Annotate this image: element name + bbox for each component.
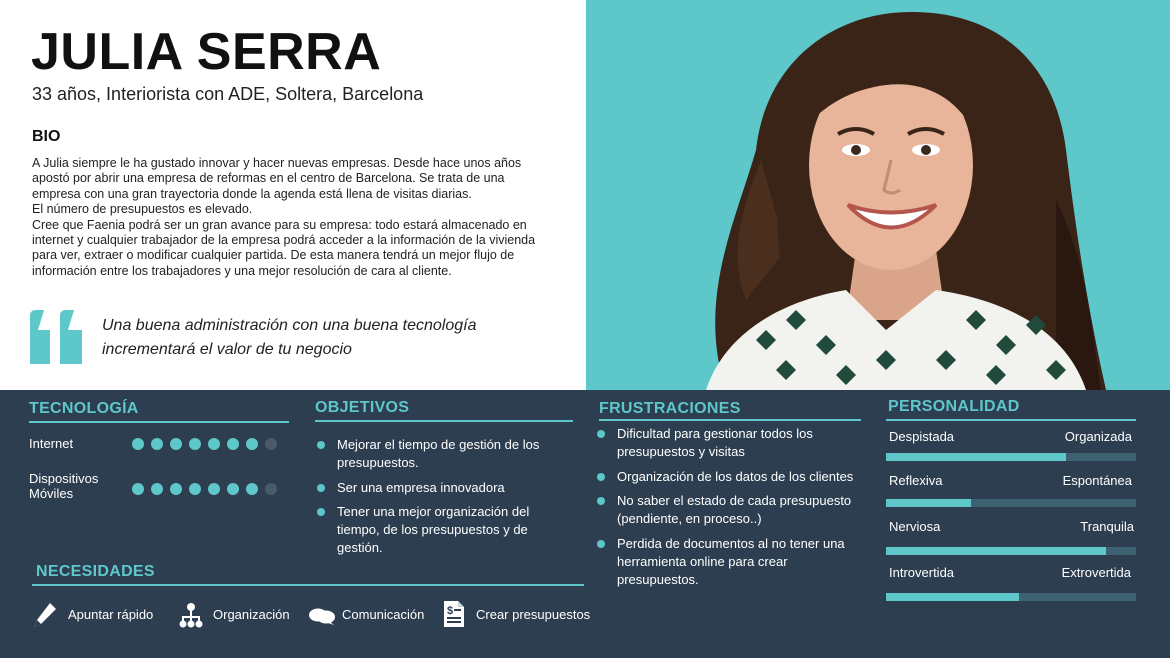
persona-photo: [586, 0, 1170, 390]
org-chart-icon: [178, 602, 204, 628]
bullet-icon: [597, 540, 605, 548]
frustracion-item: [617, 425, 813, 461]
trait-right-label: Extrovertida: [1061, 565, 1131, 580]
tech-label-line: Móviles: [29, 486, 74, 501]
rating-dot: [170, 483, 182, 495]
tech-label-moviles: [29, 470, 98, 503]
frustracion-line: (pendiente, en proceso..): [617, 511, 762, 526]
objetivos-divider: [315, 420, 573, 422]
tech-label-internet: Internet: [29, 436, 74, 451]
persona-name: JULIA SERRA: [31, 23, 382, 81]
trait-right-label: Espontánea: [1062, 473, 1132, 488]
invoice-icon: [443, 600, 465, 628]
rating-dot: [151, 483, 163, 495]
persona-info: [0, 0, 586, 390]
need-label: Apuntar rápido: [68, 607, 154, 622]
need-label: Crear presupuestos: [476, 607, 591, 622]
frustracion-item: Organización de los datos de los clientes: [617, 469, 854, 484]
frustracion-item: [617, 492, 851, 528]
rating-dot: [227, 483, 239, 495]
rating-dot: [265, 483, 277, 495]
tech-label-line: Dispositivos: [29, 471, 99, 486]
trait-bar-fill: [886, 499, 971, 507]
bio-line: apostó por abrir una empresa de reformas en el centro de Barcelona. Se trata de una: [32, 171, 505, 186]
frustracion-line: Dificultad para gestionar todos los: [617, 426, 813, 441]
frustracion-line: No saber el estado de cada presupuesto: [617, 493, 852, 508]
trait-bar-fill: [886, 593, 1019, 601]
objetivo-line: gestión.: [337, 540, 383, 555]
rating-dot: [189, 438, 201, 450]
quote-text: [102, 314, 477, 362]
rating-dot: [132, 438, 144, 450]
trait-bar: [886, 499, 1136, 507]
objetivo-line: presupuestos.: [337, 455, 419, 470]
trait-bar: [886, 593, 1136, 601]
bullet-icon: [597, 497, 605, 505]
frustracion-line: Perdida de documentos al no tener una: [617, 536, 845, 551]
pencil-icon: [32, 601, 58, 629]
bullet-icon: [597, 430, 605, 438]
frustracion-line: presupuestos.: [617, 572, 699, 587]
tecnologia-divider: [29, 421, 289, 423]
bio-text: [32, 156, 577, 279]
objetivos-title: OBJETIVOS: [315, 399, 410, 416]
objetivo-item: [337, 503, 529, 557]
quote-icon: [28, 308, 86, 366]
personalidad-divider: [886, 419, 1136, 421]
need-label: Organización: [213, 607, 290, 622]
rating-dot: [265, 438, 277, 450]
trait-bar-fill: [886, 547, 1106, 555]
trait-bar: [886, 453, 1136, 461]
bio-line: internet y cualquier trabajador de la empresa podrá acceder a la información de la vivienda: [32, 233, 536, 248]
quote-line: Una buena administración con una buena tecnología: [102, 317, 477, 334]
persona-subtitle: 33 años, Interiorista con ADE, Soltera, Barcelona: [32, 84, 424, 104]
trait-left-label: Despistada: [889, 429, 955, 444]
portrait-illustration: [586, 0, 1170, 390]
frustracion-line: presupuestos y visitas: [617, 444, 745, 459]
necesidades-title: NECESIDADES: [36, 563, 155, 580]
svg-text:$: $: [447, 605, 454, 617]
trait-bar-fill: [886, 453, 1066, 461]
frustracion-line: herramienta online para crear: [617, 554, 788, 569]
rating-dot: [189, 483, 201, 495]
trait-left-label: Nerviosa: [889, 519, 941, 534]
frustraciones-title: FRUSTRACIONES: [599, 400, 741, 417]
trait-bar: [886, 547, 1136, 555]
bullet-icon: [597, 473, 605, 481]
objetivo-line: tiempo, de los presupuestos y de: [337, 522, 528, 537]
tech-rating-moviles: [132, 483, 277, 495]
bio-title: BIO: [32, 128, 61, 145]
rating-dot: [208, 438, 220, 450]
frustracion-item: [617, 535, 845, 589]
quote-line: incrementará el valor de tu negocio: [102, 341, 352, 358]
need-label: Comunicación: [342, 607, 425, 622]
rating-dot: [208, 483, 220, 495]
rating-dot: [227, 438, 239, 450]
trait-left-label: Introvertida: [889, 565, 955, 580]
tecnologia-title: TECNOLOGÍA: [29, 400, 139, 417]
rating-dot: [132, 483, 144, 495]
bio-line: información entre los trabajadores y una mejor resolución de cara al cliente.: [32, 263, 452, 278]
bullet-icon: [317, 484, 325, 492]
tech-rating-internet: [132, 438, 277, 450]
bio-line: A Julia siempre le ha gustado innovar y hacer nuevas empresas. Desde hace unos años: [32, 156, 522, 170]
trait-right-label: Tranquila: [1080, 519, 1134, 534]
trait-left-label: Reflexiva: [889, 473, 943, 488]
objetivo-line: Mejorar el tiempo de gestión de los: [337, 437, 540, 452]
objetivo-line: Tener una mejor organización del: [337, 504, 530, 519]
objetivo-item: [337, 436, 539, 472]
rating-dot: [151, 438, 163, 450]
persona-details-panel: [0, 390, 1170, 658]
bio-line: El número de presupuestos es elevado.: [32, 202, 253, 217]
bullet-icon: [317, 441, 325, 449]
bio-line: empresa con una gran trayectoria donde la agenda está llena de visitas diarias.: [32, 186, 472, 201]
bio-line: para ver, extraer o modificar cualquier partida. De esta manera tendrá un mejor flujo de: [32, 248, 515, 263]
necesidades-divider: [32, 584, 584, 586]
bullet-icon: [317, 508, 325, 516]
chat-bubbles-icon: [308, 606, 336, 626]
rating-dot: [170, 438, 182, 450]
frustraciones-divider: [599, 419, 861, 421]
rating-dot: [246, 483, 258, 495]
personalidad-title: PERSONALIDAD: [888, 398, 1020, 415]
objetivo-item: Ser una empresa innovadora: [337, 480, 505, 495]
trait-right-label: Organizada: [1064, 429, 1132, 444]
bio-line: Cree que Faenia podrá ser un gran avance para su empresa: todo estará almacenado en: [32, 217, 527, 232]
rating-dot: [246, 438, 258, 450]
